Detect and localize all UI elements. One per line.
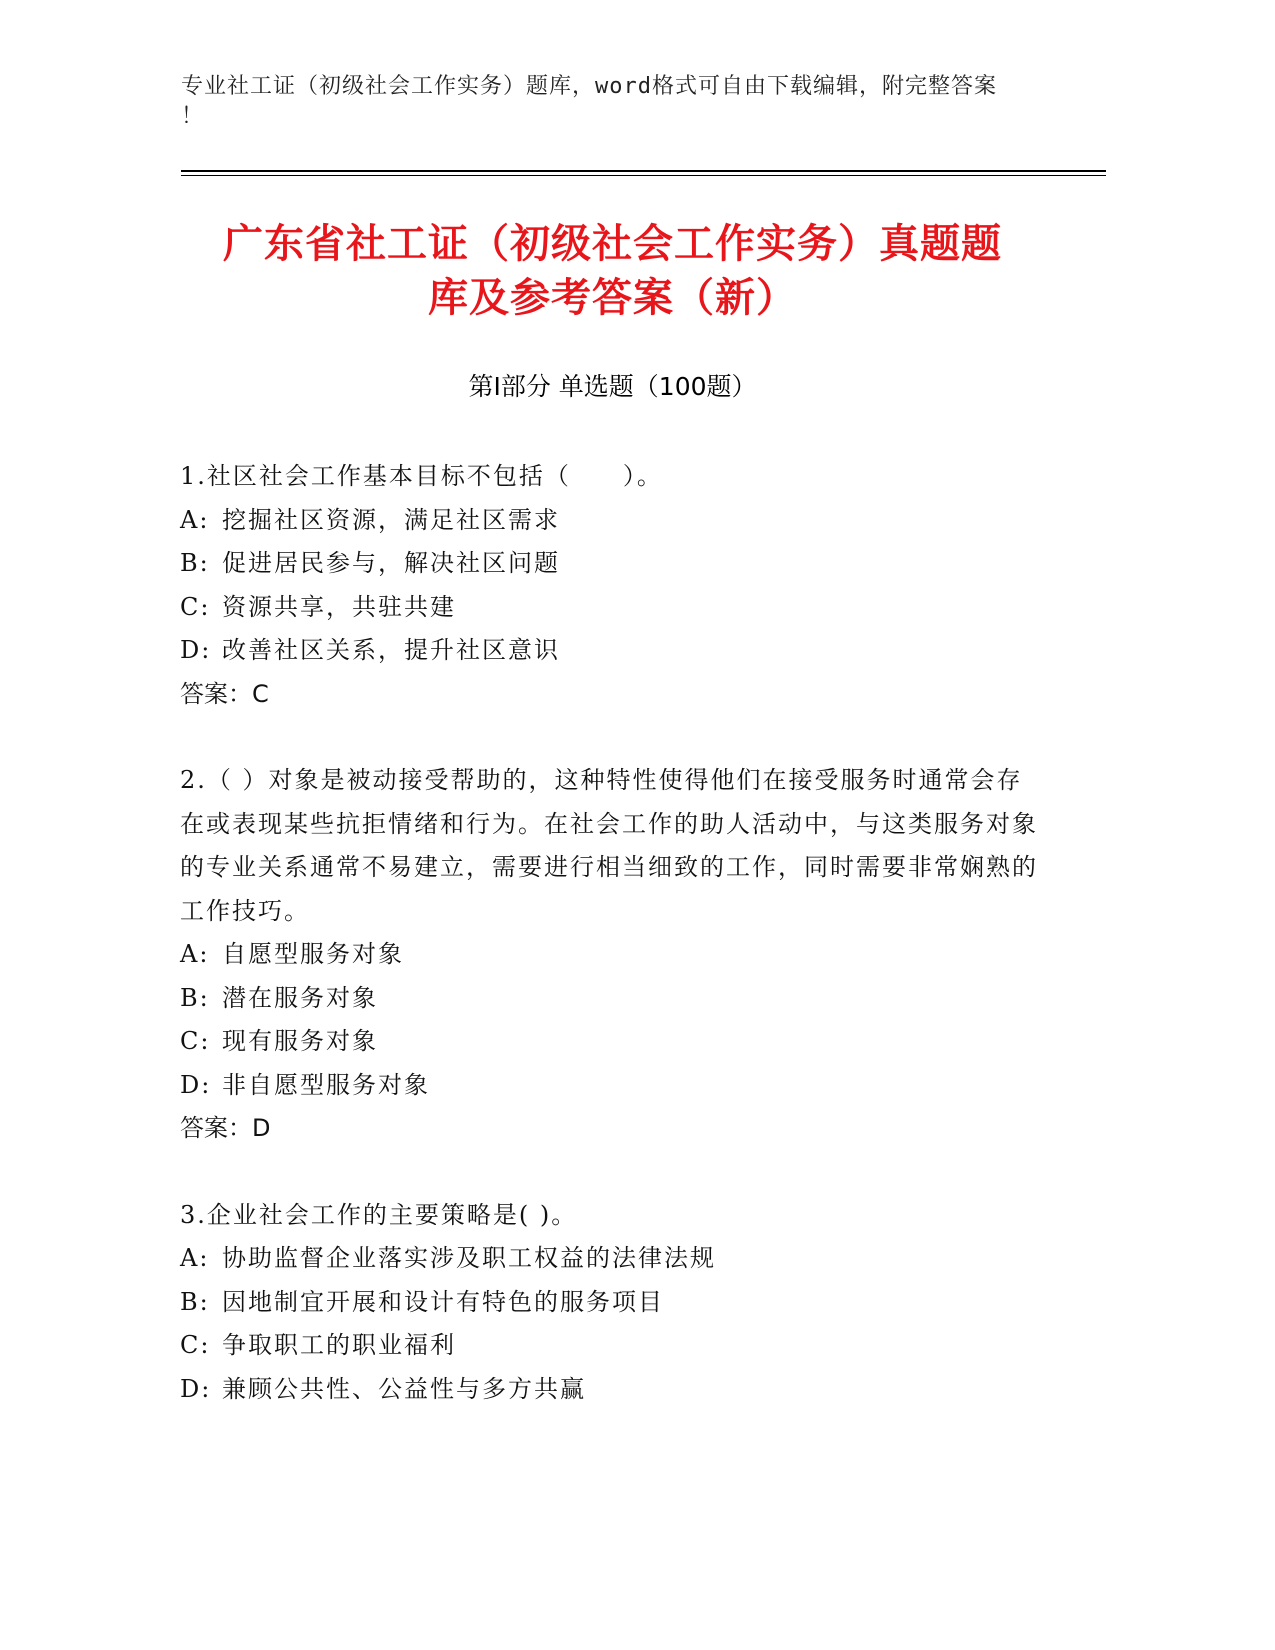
option-letter: A: (180, 1244, 210, 1272)
question-list (180, 455, 1040, 1454)
option-letter: A: (180, 505, 210, 534)
header-divider-thick (181, 170, 1106, 172)
option-a (180, 933, 1040, 977)
option-c (180, 1324, 1040, 1368)
option-text: 争取职工的职业福利 (222, 1331, 456, 1359)
option-text: 协助监督企业落实涉及职工权益的法律法规 (222, 1244, 716, 1272)
option-a (180, 1237, 1040, 1281)
header-note (181, 72, 1051, 132)
question-stem: 1.社区社会工作基本目标不包括（ ）。 (180, 462, 663, 490)
option-letter: D: (180, 1374, 212, 1403)
header-divider-thin (181, 175, 1106, 176)
question-1 (180, 455, 1040, 716)
option-c (180, 1020, 1040, 1064)
answer: 答案：C (180, 679, 269, 708)
document-title-line2: 库及参考答案（新） (428, 275, 797, 321)
option-letter: D: (180, 636, 212, 664)
section-title: 第Ⅰ部分 单选题（100题） (468, 372, 757, 401)
option-b (180, 542, 1040, 586)
header-note-line2: ！ (181, 104, 205, 129)
option-letter: B: (180, 549, 210, 577)
question-2 (180, 759, 1040, 1151)
question-stem: 2.（ ）对象是被动接受帮助的，这种特性使得他们在接受服务时通常会存在或表现某些抗拒情绪和行为。在社会工作的助人活动中，与这类服务对象的专业关系通常不易建立，需要进行相当细致的工作，同时需要非常娴熟的工作技巧。 (180, 766, 1038, 925)
option-b (180, 1281, 1040, 1325)
option-letter: B: (180, 983, 210, 1012)
option-letter: B: (180, 1287, 210, 1316)
option-text: 资源共享，共驻共建 (222, 592, 456, 621)
question-3 (180, 1194, 1040, 1412)
option-text: 挖掘社区资源，满足社区需求 (222, 505, 560, 534)
option-c (180, 586, 1040, 630)
option-d (180, 629, 1040, 673)
header-note-line1: 专业社工证（初级社会工作实务）题库，word格式可自由下载编辑，附完整答案 (181, 74, 997, 99)
option-letter: A: (180, 940, 210, 968)
document-title-line1: 广东省社工证（初级社会工作实务）真题题 (223, 221, 1002, 267)
option-text: 潜在服务对象 (222, 983, 378, 1012)
option-letter: D: (180, 1070, 212, 1099)
answer: 答案：D (180, 1114, 271, 1142)
option-letter: C: (180, 1027, 211, 1055)
option-letter: C: (180, 1331, 211, 1359)
option-letter: C: (180, 592, 211, 621)
document-title (150, 217, 1075, 325)
option-text: 非自愿型服务对象 (222, 1070, 430, 1099)
option-text: 促进居民参与，解决社区问题 (222, 549, 560, 577)
option-text: 现有服务对象 (222, 1027, 378, 1055)
question-stem: 3.企业社会工作的主要策略是( )。 (180, 1200, 578, 1229)
option-text: 因地制宜开展和设计有特色的服务项目 (222, 1287, 664, 1316)
option-a (180, 499, 1040, 543)
option-text: 兼顾公共性、公益性与多方共赢 (222, 1374, 586, 1403)
option-text: 自愿型服务对象 (222, 940, 404, 968)
option-b (180, 977, 1040, 1021)
option-text: 改善社区关系，提升社区意识 (222, 636, 560, 664)
option-d (180, 1064, 1040, 1108)
option-d (180, 1368, 1040, 1412)
